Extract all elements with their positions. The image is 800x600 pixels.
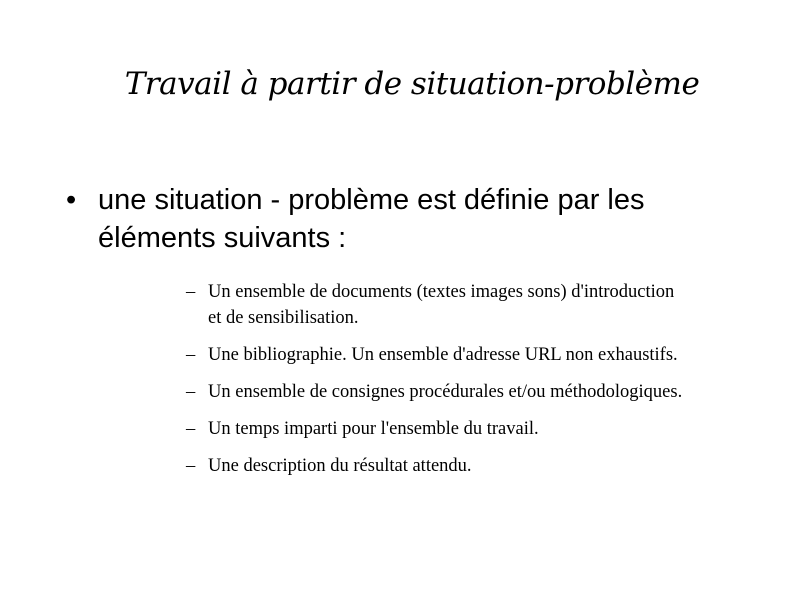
- main-bullet: [66, 181, 746, 257]
- dash-icon: –: [186, 282, 196, 302]
- sub-bullet-text: Une bibliographie. Un ensemble d'adresse URL non exhaustifs.: [208, 345, 678, 365]
- sub-bullet-text: Une description du résultat attendu.: [208, 456, 472, 476]
- sub-bullet-text: Un temps imparti pour l'ensemble du travail.: [208, 419, 539, 439]
- sub-bullet-item: [186, 453, 686, 479]
- sub-bullet-text: Un ensemble de documents (textes images sons) d'introduction et de sensibilisation.: [208, 282, 675, 328]
- sub-bullet-item: [186, 416, 686, 442]
- dash-icon: –: [186, 456, 196, 476]
- sub-bullet-list: [186, 279, 686, 490]
- sub-bullet-item: [186, 379, 686, 405]
- sub-bullet-item: [186, 279, 686, 331]
- main-bullet-text: une situation - problème est définie par les éléments suivants :: [98, 184, 645, 254]
- dash-icon: –: [186, 382, 196, 402]
- bullet-dot-icon: •: [66, 184, 77, 216]
- sub-bullet-text: Un ensemble de consignes procédurales et/ou méthodologiques.: [208, 382, 683, 402]
- sub-bullet-item: [186, 342, 686, 368]
- slide-title: Travail à partir de situation-problème: [124, 66, 700, 102]
- dash-icon: –: [186, 345, 196, 365]
- dash-icon: –: [186, 419, 196, 439]
